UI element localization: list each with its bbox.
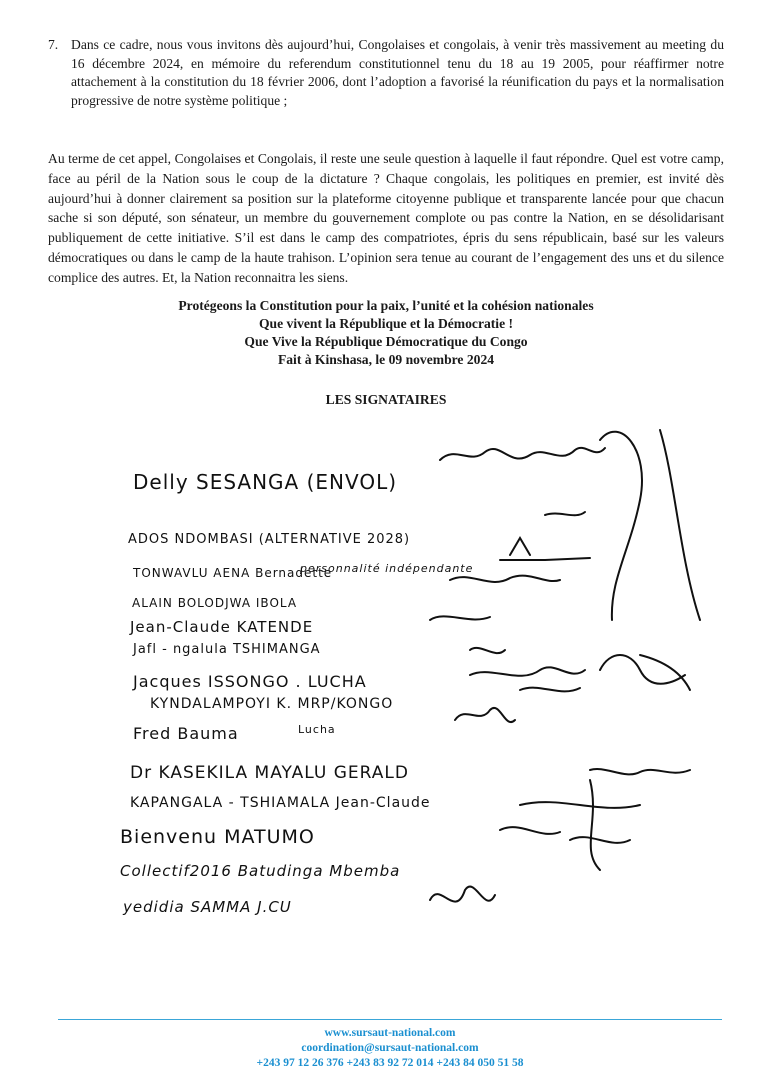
signature: Jafl - ngalula TSHIMANGA bbox=[133, 642, 321, 657]
signature: personnalité indépendante bbox=[300, 562, 474, 575]
signature: Jean-Claude KATENDE bbox=[130, 618, 314, 636]
closing-line-3: Que Vive la République Démocratique du Congo bbox=[244, 334, 528, 349]
body-paragraph: Au terme de cet appel, Congolaises et Congolais, il reste une seule question à laquelle il faut répondre. Quel est votre camp, face au péril de la Nation sous le coup de la dictature ? Chaque congolais, les politiques en premier, est invité dès aujourd’hui à donner clairement sa position sur la plateforme citoyenne publique et transparente lancée pour que chacun sache si son député, son sénateur, un membre du gouvernement complote ou pas contre la Nation, en se désolidarisant publiquement de cette initiative. S’il est dans le camp des compatriotes, épris du sens républicain, basé sur les valeurs démocratiques ou dans le camp de la haute trahison. L’opinion sera tenue au courant de l’engagement des uns et du silence complice des autres. Et, la Nation reconnaitra les siens. bbox=[48, 151, 724, 285]
signatories-title: LES SIGNATAIRES bbox=[325, 392, 447, 407]
closing-line-4: Fait à Kinshasa, le 09 novembre 2024 bbox=[277, 352, 495, 367]
signature: Lucha bbox=[298, 723, 336, 736]
signature: ALAIN BOLODJWA IBOLA bbox=[132, 596, 298, 610]
closing-line-2: Que vivent la République et la Démocratie ! bbox=[258, 316, 514, 331]
signature: KAPANGALA - TSHIAMALA Jean-Claude bbox=[130, 795, 431, 811]
signature: TONWAVLU AENA Bernadette bbox=[133, 566, 333, 580]
closing-statement bbox=[48, 297, 724, 369]
signature: Jacques ISSONGO . LUCHA bbox=[133, 672, 367, 691]
signatures-area bbox=[0, 420, 770, 940]
footer-phones: +243 97 12 26 376 +243 83 92 72 014 +243 84 050 51 58 bbox=[256, 1057, 524, 1069]
footer-divider bbox=[58, 1019, 722, 1020]
signature: KYNDALAMPOYI K. MRP/KONGO bbox=[150, 696, 394, 712]
signature: Fred Bauma bbox=[133, 724, 239, 743]
signature: Delly SESANGA (ENVOL) bbox=[133, 470, 398, 494]
signature: Collectif2016 Batudinga Mbemba bbox=[120, 862, 401, 880]
footer-website-link[interactable]: www.sursaut-national.com bbox=[324, 1027, 456, 1039]
signature: Bienvenu MATUMO bbox=[120, 826, 315, 848]
list-item-7 bbox=[48, 36, 724, 110]
closing-line-1: Protégeons la Constitution pour la paix, l’unité et la cohésion nationales bbox=[178, 298, 594, 313]
list-item-number: 7. bbox=[48, 37, 59, 52]
list-item-text: Dans ce cadre, nous vous invitons dès aujourd’hui, Congolaises et congolais, à venir très massivement au meeting du 16 décembre 2024, en mémoire du referendum constitutionnel tenu du 18 au 19 2005, pour réaffirmer notre attachement à la constitution du 18 février 2006, dont l’adoption a favorisé la réunification du pays et la normalisation progressive de notre système politique ; bbox=[71, 37, 724, 108]
signature: yedidia SAMMA J.CU bbox=[123, 898, 292, 916]
signature: Dr KASEKILA MAYALU GERALD bbox=[130, 763, 409, 783]
footer-email-link[interactable]: coordination@sursaut-national.com bbox=[301, 1042, 479, 1054]
footer bbox=[58, 1026, 722, 1071]
signature: ADOS NDOMBASI (ALTERNATIVE 2028) bbox=[128, 532, 411, 547]
